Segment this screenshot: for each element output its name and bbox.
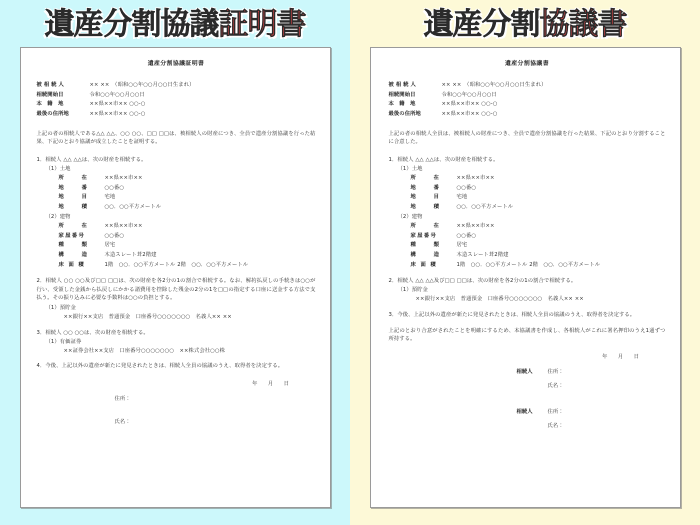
meta-value: ××県××市×× ○○-○ xyxy=(441,111,498,118)
clause-head: 2．相続人 △△ △△及び□□ □□は、次の財産を各2分の1の割合で相続する。 xyxy=(388,278,577,285)
property-key: 所 在 xyxy=(58,222,90,229)
property-value: 木造スレート葺2階建 xyxy=(456,251,509,258)
signature-party-2 xyxy=(389,408,666,435)
meta-row xyxy=(37,110,195,120)
property-row xyxy=(59,232,249,242)
document-right-clause-3 xyxy=(389,311,666,320)
meta-value: ××県××市×× ○○-○ xyxy=(441,101,498,108)
panel-left-title xyxy=(45,9,306,41)
property-row xyxy=(411,251,601,261)
property-row xyxy=(411,241,601,251)
panel-left-title-plain: 遺産分割協議 xyxy=(44,7,219,42)
meta-label: 被 相 続 人 xyxy=(388,82,416,89)
clause-subhead-deposit: （1）預貯金 xyxy=(397,287,428,294)
property-value: ××県××市×× xyxy=(104,222,143,229)
document-left-meta-table xyxy=(37,81,195,120)
document-left-heading: 遺産分割協議証明書 xyxy=(147,60,205,67)
property-table-land xyxy=(59,174,162,213)
property-value: ○○番○ xyxy=(104,232,125,239)
signature-address-label: 住所： xyxy=(547,369,564,376)
clause-head: 3．相続人 ○○ ○○は、次の財産を相続する。 xyxy=(36,329,149,336)
clause-subhead-building: （2）建物 xyxy=(397,213,423,220)
property-key: 地 番 xyxy=(58,184,90,191)
meta-value: 令和○○年○○月○○日 xyxy=(89,91,145,98)
property-key: 地 目 xyxy=(58,194,90,201)
date-day-label: 日 xyxy=(633,353,640,360)
property-row xyxy=(59,222,249,232)
document-left-preamble: 上記の者の相続人である△△ △△、○○ ○○、□□ □□は、被相続人の財産につき、全員で遺産分割協議を行った結果、下記のとおり協議が成立したことを証明する。 xyxy=(36,130,316,146)
date-month-label: 月 xyxy=(267,380,274,387)
property-row xyxy=(59,203,162,213)
property-row xyxy=(59,241,249,251)
property-value: 宅地 xyxy=(104,194,116,201)
meta-row xyxy=(37,91,195,101)
meta-value: ×× ×× （昭和○○年○○月○○日生まれ） xyxy=(89,82,195,89)
property-row xyxy=(411,203,514,213)
panel-right-agreement xyxy=(350,0,700,525)
signature-person-label: 相続人 xyxy=(516,409,533,416)
property-key: 構 造 xyxy=(410,251,442,258)
property-row xyxy=(411,184,514,194)
signature-address-row xyxy=(37,395,316,404)
signature-person-label: 相続人 xyxy=(516,369,533,376)
property-key: 家屋番号 xyxy=(410,232,438,239)
panel-left-title-accent: 証明書 xyxy=(218,7,306,42)
property-key: 地 番 xyxy=(410,184,442,191)
clause-detail-securities: ××証券会社××支店 口座番号○○○○○○○ ××株式会社○○株 xyxy=(63,347,225,354)
meta-row xyxy=(389,100,547,110)
clause-head: 4．今後、上記以外の遺産が新たに発見されたときは、相続人全員の協議のうえ、取得者を決定する。 xyxy=(36,363,284,370)
clause-subhead-land: （1）土地 xyxy=(45,165,71,172)
property-value: 居宅 xyxy=(456,242,468,249)
clause-head: 2．相続人 ○○ ○○及び□□ □□は、次の財産を各2分の1の割合で相続する。なお、解約払戻しの手続きは○○が行い、受領した金銭から払戻しにかかる諸費用を控除した残金の2分の1を□□の指定する口座に送金する方法で支払う。その振り込みに必要な手数料は○○の負担とする。 xyxy=(36,278,316,302)
property-key: 所 在 xyxy=(410,222,442,229)
property-row xyxy=(59,193,162,203)
meta-label: 本 籍 地 xyxy=(388,101,416,108)
meta-value: 令和○○年○○月○○日 xyxy=(441,91,497,98)
document-right-clause-1 xyxy=(389,156,666,270)
clause-detail-deposit: ××銀行××支店 普通預金 口座番号○○○○○○○ 名義人×× ×× xyxy=(415,296,584,303)
property-row xyxy=(411,174,514,184)
signature-address-label: 住所： xyxy=(547,409,564,416)
property-value: ○○番○ xyxy=(104,184,125,191)
property-value: 宅地 xyxy=(456,194,468,201)
property-value: ○○番○ xyxy=(456,184,477,191)
clause-detail-deposit: ××銀行××支店 普通預金 口座番号○○○○○○○ 名義人×× ×× xyxy=(63,314,232,320)
document-right-signature-block xyxy=(389,368,666,435)
signature-name-label: 氏名： xyxy=(114,419,131,426)
meta-row xyxy=(389,91,547,101)
meta-label: 相続開始日 xyxy=(36,91,64,98)
document-right-date-line xyxy=(389,353,666,362)
document-right-heading: 遺産分割協議書 xyxy=(504,60,550,67)
meta-row xyxy=(37,81,195,91)
date-year-label: 年 xyxy=(252,380,258,387)
document-right-meta-table xyxy=(389,81,547,120)
property-value: 居宅 xyxy=(104,242,116,249)
property-row xyxy=(59,261,249,271)
document-right-closing: 上記のとおり合意がされたことを明確にするため、本協議書を作成し、各相続人がこれに署名押印のうえ1通ずつ所持する。 xyxy=(388,327,666,343)
signature-name-label: 氏名： xyxy=(547,422,564,429)
property-row xyxy=(411,193,514,203)
property-table-building xyxy=(411,222,601,270)
document-left-clause-2 xyxy=(37,277,316,321)
property-value: 1階 ○○．○○平方メートル 2階 ○○．○○平方メートル xyxy=(104,261,249,268)
property-table-land xyxy=(411,174,514,213)
panel-right-title xyxy=(424,9,627,41)
document-right-preamble: 上記の者の相続人全員は、被相続人の財産につき、全員で遺産分割協議を行った結果、下記のとおり分割することに合意した。 xyxy=(388,130,666,146)
panel-right-title-accent: 協議書 xyxy=(539,7,627,42)
property-value: ××県××市×× xyxy=(104,175,143,182)
property-key: 家屋番号 xyxy=(58,232,86,239)
property-table-building xyxy=(59,222,249,270)
clause-subhead-securities: （1）有価証券 xyxy=(45,338,82,345)
property-value: 木造スレート葺2階建 xyxy=(104,251,157,258)
clause-subhead-deposit: （1）預貯金 xyxy=(45,304,76,311)
signature-address-label: 住所： xyxy=(114,396,131,403)
document-left-date-line xyxy=(37,380,316,389)
clause-subhead-land: （1）土地 xyxy=(397,165,423,172)
property-value: 1階 ○○．○○平方メートル 2階 ○○．○○平方メートル xyxy=(456,261,601,268)
property-key: 地 積 xyxy=(58,204,90,211)
clause-subhead-building: （2）建物 xyxy=(45,213,71,220)
document-left-clause-3 xyxy=(37,329,316,356)
date-year-label: 年 xyxy=(602,353,608,360)
property-row xyxy=(59,251,249,261)
clause-head: 1．相続人 △△ △△は、次の財産を相続する。 xyxy=(388,156,499,163)
signature-name-row xyxy=(37,418,316,427)
property-row xyxy=(411,261,601,271)
property-key: 所 在 xyxy=(410,175,442,182)
property-value: ○○．○○平方メートル xyxy=(104,204,162,211)
panel-right-title-plain: 遺産分割 xyxy=(423,7,540,42)
property-value: ○○．○○平方メートル xyxy=(456,204,514,211)
property-row xyxy=(59,174,162,184)
date-day-label: 日 xyxy=(283,380,290,387)
signature-name-label: 氏名： xyxy=(547,382,564,389)
property-key: 地 目 xyxy=(410,194,442,201)
document-left xyxy=(20,47,331,508)
signature-party-1 xyxy=(389,368,666,395)
meta-label: 最後の住所地 xyxy=(388,111,421,118)
clause-head: 1．相続人 △△ △△は、次の財産を相続する。 xyxy=(36,156,147,163)
property-value: ○○番○ xyxy=(456,232,477,239)
meta-value: ××県××市×× ○○-○ xyxy=(89,111,146,118)
document-left-signature-block xyxy=(37,395,316,426)
meta-row xyxy=(389,81,547,91)
property-value: ××県××市×× xyxy=(456,175,495,182)
meta-label: 被 相 続 人 xyxy=(36,82,64,89)
property-key: 種 類 xyxy=(410,242,442,249)
property-key: 床 面 積 xyxy=(410,261,438,268)
date-month-label: 月 xyxy=(617,353,624,360)
meta-value: ×× ×× （昭和○○年○○月○○日生まれ） xyxy=(441,82,547,89)
document-left-clause-4 xyxy=(37,362,316,371)
property-row xyxy=(59,184,162,194)
property-row xyxy=(411,232,601,242)
document-right-clause-2 xyxy=(389,277,666,304)
clause-head: 3．今後、上記以外の遺産が新たに発見されたときは、相続人全員の協議のうえ、取得者を決定する。 xyxy=(388,311,636,318)
property-value: ××県××市×× xyxy=(456,222,495,229)
meta-label: 最後の住所地 xyxy=(36,111,69,118)
meta-label: 本 籍 地 xyxy=(36,101,64,108)
meta-value: ××県××市×× ○○-○ xyxy=(89,101,146,108)
meta-row xyxy=(389,110,547,120)
meta-row xyxy=(37,100,195,110)
property-key: 地 積 xyxy=(410,204,442,211)
document-left-clause-1 xyxy=(37,156,316,270)
property-key: 構 造 xyxy=(58,251,90,258)
property-key: 所 在 xyxy=(58,175,90,182)
property-key: 床 面 積 xyxy=(58,261,86,268)
meta-label: 相続開始日 xyxy=(388,91,416,98)
property-key: 種 類 xyxy=(58,242,90,249)
property-row xyxy=(411,222,601,232)
document-right xyxy=(370,47,681,508)
